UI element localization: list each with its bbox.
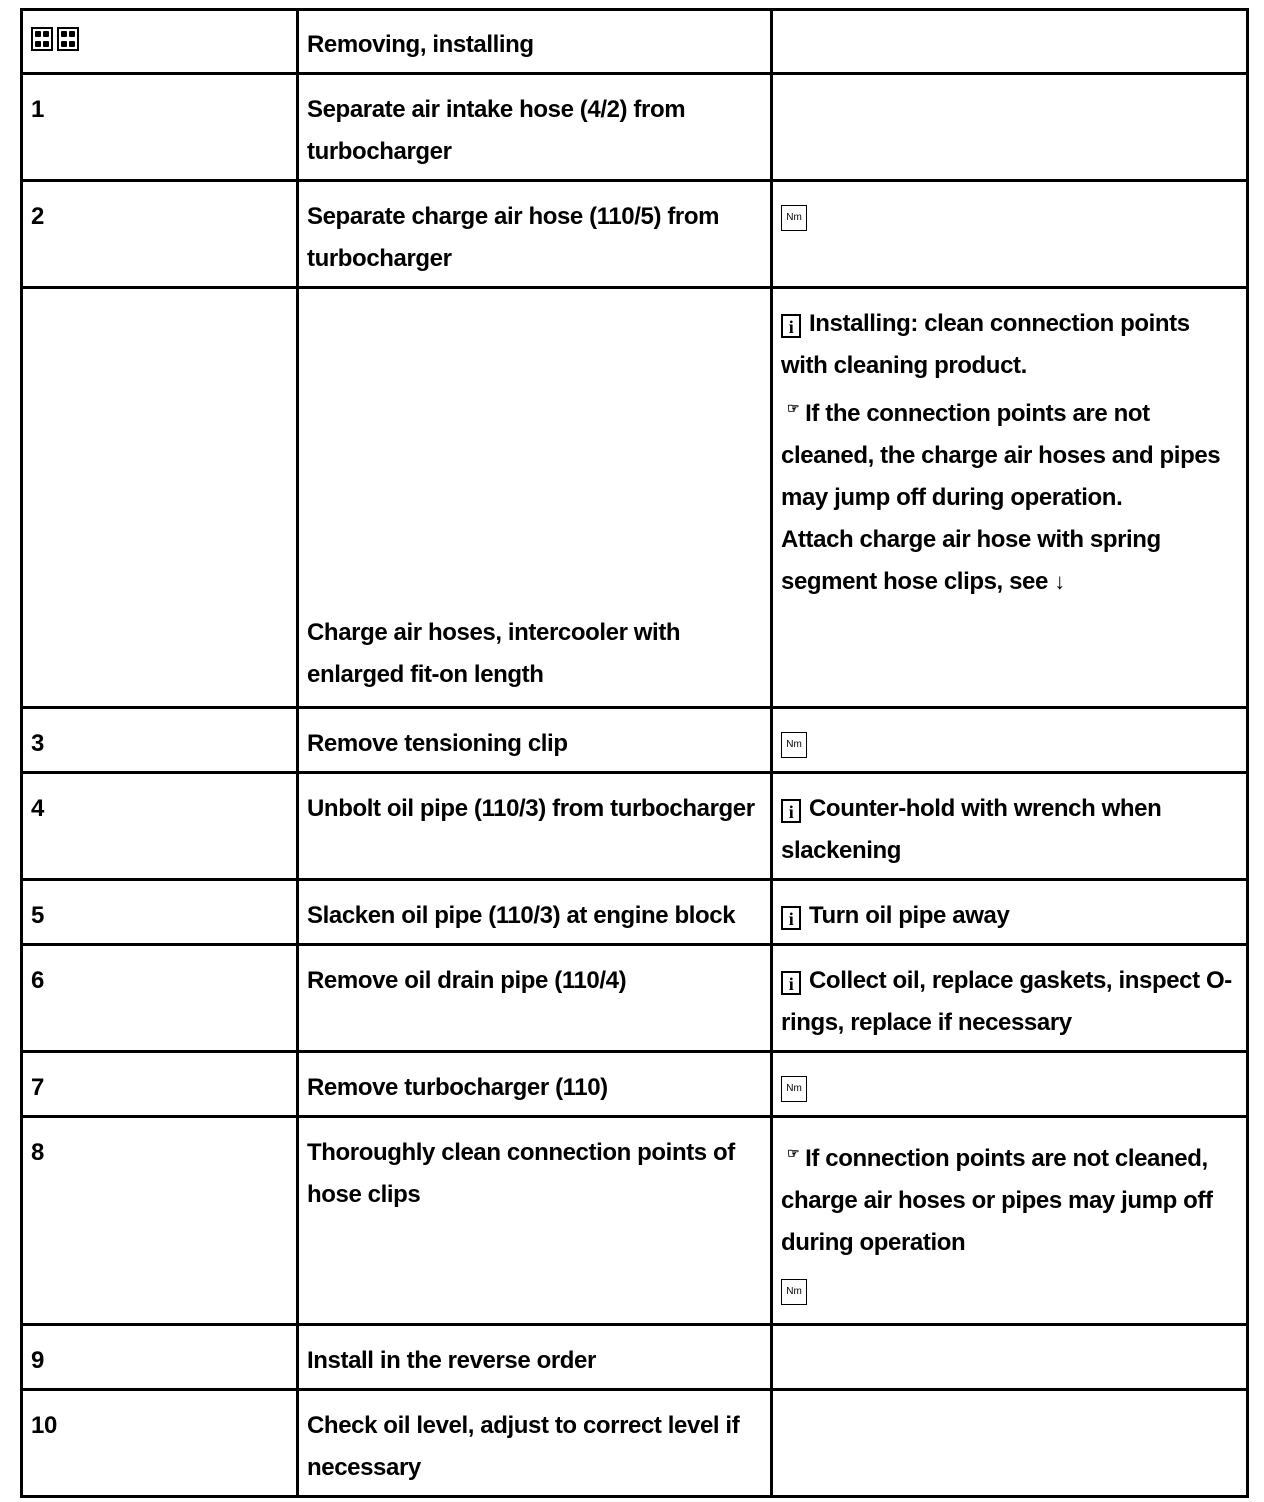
table-row — [22, 880, 1248, 945]
table-row — [22, 708, 1248, 773]
torque-nm-icon: Nm — [781, 205, 807, 231]
warning-text: If the connection points are not cleaned, the charge air hoses and pipes may jump off during operation. — [781, 400, 1221, 511]
step-note — [772, 1052, 1248, 1117]
arrow-down-icon[interactable]: ↓ — [1054, 569, 1065, 594]
warning-icon: ☞ — [787, 1145, 800, 1161]
tool-icons — [31, 27, 79, 51]
table-row — [22, 74, 1248, 181]
torque-nm-icon: Nm — [781, 1076, 807, 1102]
torque-nm-icon: Nm — [781, 732, 807, 758]
table-header-row — [22, 10, 1248, 74]
step-number — [22, 288, 298, 708]
step-action: Remove tensioning clip — [298, 708, 772, 773]
step-number: 6 — [22, 945, 298, 1052]
step-number: 9 — [22, 1325, 298, 1390]
table-row — [22, 1390, 1248, 1497]
table-row — [22, 1117, 1248, 1325]
procedure-table — [20, 8, 1249, 1498]
step-action: Install in the reverse order — [298, 1325, 772, 1390]
step-action: Separate charge air hose (110/5) from turbocharger — [298, 181, 772, 288]
note-text: Counter-hold with wrench when slackening — [781, 795, 1162, 864]
table-row — [22, 1325, 1248, 1390]
step-number: 2 — [22, 181, 298, 288]
step-action: Slacken oil pipe (110/3) at engine block — [298, 880, 772, 945]
table-row — [22, 1052, 1248, 1117]
step-action: Remove turbocharger (110) — [298, 1052, 772, 1117]
installing-label: Installing: — [809, 310, 918, 337]
step-action: Check oil level, adjust to correct level if necessary — [298, 1390, 772, 1497]
step-note — [772, 1117, 1248, 1325]
step-number: 1 — [22, 74, 298, 181]
table-row — [22, 945, 1248, 1052]
step-number: 4 — [22, 773, 298, 880]
step-number: 5 — [22, 880, 298, 945]
header-empty-cell — [772, 10, 1248, 74]
step-note — [772, 1390, 1248, 1497]
step-note — [772, 1325, 1248, 1390]
step-note — [772, 773, 1248, 880]
note-text: If connection points are not cleaned, charge air hoses or pipes may jump off during operation — [781, 1145, 1213, 1256]
note-text: Collect oil, replace gaskets, inspect O-rings, replace if necessary — [781, 967, 1232, 1036]
installing-text: clean connection points with cleaning product. — [781, 310, 1190, 379]
step-action: Remove oil drain pipe (110/4) — [298, 945, 772, 1052]
attach-text: Attach charge air hose with spring segment hose clips, see — [781, 526, 1161, 595]
step-number: 7 — [22, 1052, 298, 1117]
table-row — [22, 181, 1248, 288]
step-note — [772, 288, 1248, 708]
step-number: 10 — [22, 1390, 298, 1497]
info-icon: i — [781, 799, 801, 823]
step-note — [772, 708, 1248, 773]
torque-nm-icon: Nm — [781, 1279, 807, 1305]
info-icon: i — [781, 906, 801, 930]
step-number: 3 — [22, 708, 298, 773]
step-action: Thoroughly clean connection points of hose clips — [298, 1117, 772, 1325]
header-title: Removing, installing — [298, 10, 772, 74]
step-note — [772, 74, 1248, 181]
step-action: Charge air hoses, intercooler with enlarged fit-on length — [307, 619, 681, 688]
table-row — [22, 288, 1248, 708]
tool-icon — [31, 27, 53, 51]
step-action: Unbolt oil pipe (110/3) from turbocharger — [298, 773, 772, 880]
tool-icon — [57, 27, 79, 51]
warning-icon: ☞ — [787, 400, 800, 416]
header-icons-cell — [22, 10, 298, 74]
info-icon: i — [781, 314, 801, 338]
table-row — [22, 773, 1248, 880]
step-note — [772, 945, 1248, 1052]
step-note — [772, 880, 1248, 945]
step-action: Separate air intake hose (4/2) from turbocharger — [298, 74, 772, 181]
info-icon: i — [781, 971, 801, 995]
torque-nm-line — [781, 1270, 1238, 1312]
step-action-cell — [298, 288, 772, 708]
step-note — [772, 181, 1248, 288]
step-number: 8 — [22, 1117, 298, 1325]
note-text: Turn oil pipe away — [809, 902, 1010, 929]
